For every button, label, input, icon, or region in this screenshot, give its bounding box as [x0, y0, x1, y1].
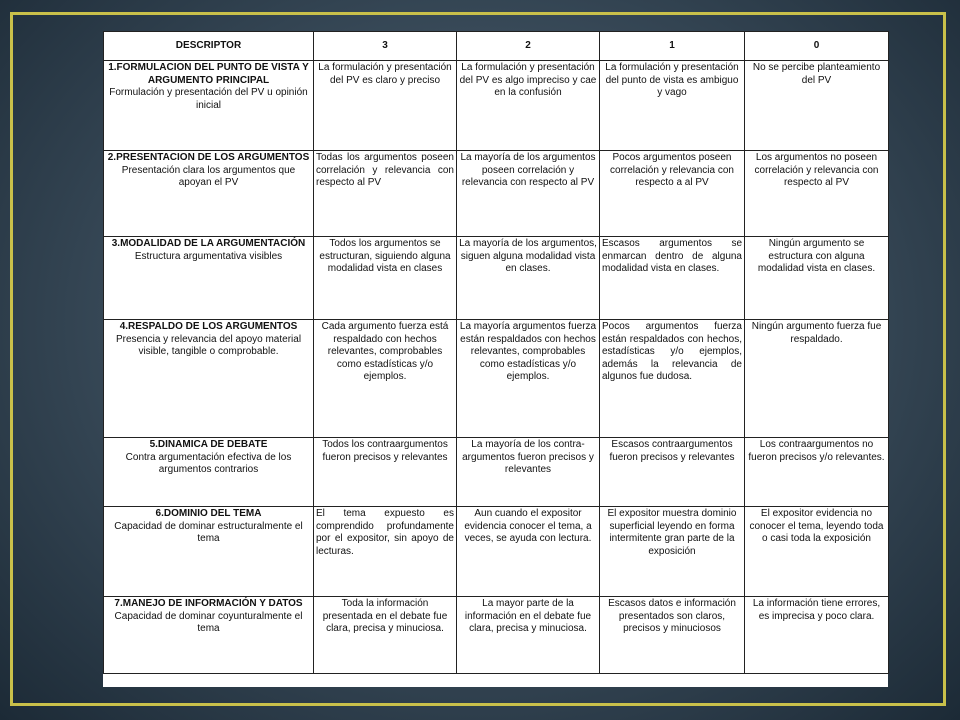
- criterion-title: 6.DOMINIO DEL TEMA: [155, 508, 262, 519]
- criterion-title: 7.MANEJO DE INFORMACIÓN Y DATOS: [114, 598, 303, 609]
- table-row: [104, 151, 889, 237]
- criterion-title: 5.DINAMICA DE DEBATE: [149, 439, 268, 450]
- header-score-1: 1: [600, 32, 745, 61]
- criterion-subtitle: Formulación y presentación del PV u opinión inicial: [109, 87, 308, 111]
- table-row: [104, 320, 889, 438]
- criterion-subtitle: Capacidad de dominar coyunturalmente el tema: [114, 610, 303, 634]
- score-2-cell: La mayoría de los contra-argumentos fueron precisos y relevantes: [457, 438, 600, 507]
- table-row: [104, 507, 889, 597]
- header-score-0: 0: [745, 32, 889, 61]
- score-0-cell: La información tiene errores, es imprecisa y poco clara.: [745, 597, 889, 674]
- score-2-cell: La formulación y presentación del PV es algo impreciso y cae en la confusión: [457, 61, 600, 151]
- score-2-cell: Aun cuando el expositor evidencia conocer el tema, a veces, se ayuda con lectura.: [457, 507, 600, 597]
- header-row: [104, 32, 889, 61]
- score-3-cell: Toda la información presentada en el debate fue clara, precisa y minuciosa.: [314, 597, 457, 674]
- score-0-cell: Ningún argumento fuerza fue respaldado.: [745, 320, 889, 438]
- score-3-cell: La formulación y presentación del PV es claro y preciso: [314, 61, 457, 151]
- table-row: [104, 61, 889, 151]
- descriptor-cell: [104, 507, 314, 597]
- criterion-title: 4.RESPALDO DE LOS ARGUMENTOS: [119, 321, 298, 332]
- table-row: [104, 597, 889, 674]
- descriptor-cell: [104, 151, 314, 237]
- header-descriptor: DESCRIPTOR: [104, 32, 314, 61]
- score-0-cell: El expositor evidencia no conocer el tema, leyendo toda o casi toda la exposición: [745, 507, 889, 597]
- score-0-cell: Ningún argumento se estructura con alguna modalidad vista en clases.: [745, 237, 889, 320]
- score-2-cell: La mayor parte de la información en el debate fue clara, precisa y minuciosa.: [457, 597, 600, 674]
- rubric-sheet: [103, 31, 888, 687]
- score-1-cell: Pocos argumentos poseen correlación y relevancia con respecto a al PV: [600, 151, 745, 237]
- descriptor-cell: [104, 320, 314, 438]
- score-1-cell: La formulación y presentación del punto de vista es ambiguo y vago: [600, 61, 745, 151]
- table-row: [104, 438, 889, 507]
- criterion-title: 2.PRESENTACION DE LOS ARGUMENTOS: [107, 152, 310, 163]
- score-1-cell: Pocos argumentos fuerza están respaldados con hechos, estadísticas y/o ejemplos, además la relevancia de algunos fue dudosa.: [600, 320, 745, 438]
- score-3-cell: Todos los argumentos se estructuran, siguiendo alguna modalidad vista en clases: [314, 237, 457, 320]
- descriptor-cell: [104, 597, 314, 674]
- criterion-subtitle: Presentación clara los argumentos que apoyan el PV: [121, 164, 296, 188]
- score-0-cell: Los contraargumentos no fueron precisos y/o relevantes.: [745, 438, 889, 507]
- criterion-title: 1.FORMULACION DEL PUNTO DE VISTA Y ARGUMENTO PRINCIPAL: [108, 62, 309, 86]
- criterion-subtitle: Contra argumentación efectiva de los argumentos contrarios: [125, 451, 292, 475]
- score-3-cell: Cada argumento fuerza está respaldado con hechos relevantes, comprobables como estadísticas y/o ejemplos.: [314, 320, 457, 438]
- descriptor-cell: [104, 61, 314, 151]
- header-score-3: 3: [314, 32, 457, 61]
- rubric-table: [103, 31, 889, 674]
- criterion-subtitle: Capacidad de dominar estructuralmente el tema: [114, 520, 303, 544]
- score-2-cell: La mayoría de los argumentos poseen correlación y relevancia con respecto al PV: [457, 151, 600, 237]
- score-2-cell: La mayoría argumentos fuerza están respaldados con hechos relevantes, comprobables como estadísticas y/o ejemplos.: [457, 320, 600, 438]
- score-3-cell: Todas los argumentos poseen correlación y relevancia con respecto al PV: [314, 151, 457, 237]
- score-0-cell: No se percibe planteamiento del PV: [745, 61, 889, 151]
- score-1-cell: El expositor muestra dominio superficial leyendo en forma intermitente gran parte de la exposición: [600, 507, 745, 597]
- score-2-cell: La mayoría de los argumentos, siguen alguna modalidad vista en clases.: [457, 237, 600, 320]
- descriptor-cell: [104, 438, 314, 507]
- score-1-cell: Escasos argumentos se enmarcan dentro de alguna modalidad vista en clases.: [600, 237, 745, 320]
- score-3-cell: El tema expuesto es comprendido profundamente por el expositor, sin apoyo de lecturas.: [314, 507, 457, 597]
- score-3-cell: Todos los contraargumentos fueron precisos y relevantes: [314, 438, 457, 507]
- criterion-subtitle: Estructura argumentativa visibles: [134, 250, 283, 262]
- header-score-2: 2: [457, 32, 600, 61]
- descriptor-cell: [104, 237, 314, 320]
- criterion-subtitle: Presencia y relevancia del apoyo material visible, tangible o comprobable.: [115, 333, 302, 357]
- criterion-title: 3.MODALIDAD DE LA ARGUMENTACIÓN: [111, 238, 306, 249]
- score-0-cell: Los argumentos no poseen correlación y relevancia con respecto al PV: [745, 151, 889, 237]
- table-row: [104, 237, 889, 320]
- score-1-cell: Escasos datos e información presentados son claros, precisos y minuciosos: [600, 597, 745, 674]
- score-1-cell: Escasos contraargumentos fueron precisos y relevantes: [600, 438, 745, 507]
